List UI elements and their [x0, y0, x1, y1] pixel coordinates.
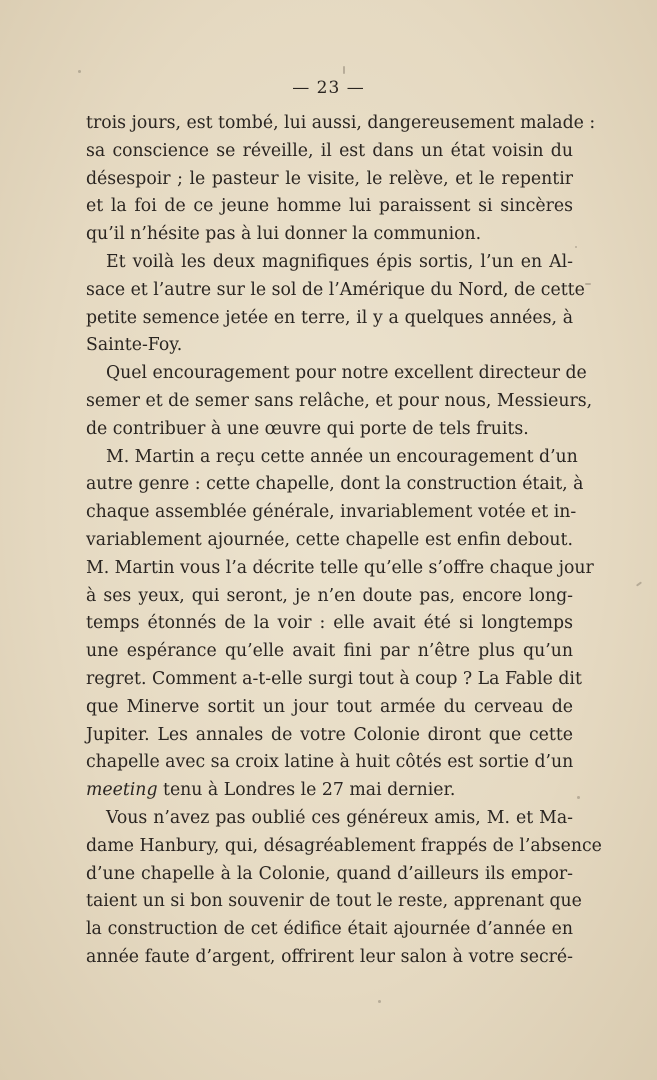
text-line: Sainte-Foy. [86, 335, 183, 356]
text-line: petite semence jetée en terre, il y a quelques années, à [86, 307, 573, 328]
text-line: à ses yeux, qui seront, je n’en doute pas, encore long- [86, 585, 573, 606]
text-line: meeting tenu à Londres le 27 mai dernier. [86, 780, 456, 801]
text-line: autre genre : cette chapelle, dont la construction était, à [86, 474, 584, 495]
text-line: d’une chapelle à la Colonie, quand d’ailleurs ils empor- [86, 863, 573, 884]
text-line: de contribuer à une œuvre qui porte de tels fruits. [86, 418, 529, 439]
text-line: qu’il n’hésite pas à lui donner la communion. [86, 224, 482, 245]
italic-word: meeting [86, 780, 158, 801]
text-line: Et voilà les deux magnifiques épis sortis, l’un en Al- [106, 251, 573, 272]
text-line: temps étonnés de la voir : elle avait été si longtemps [86, 613, 573, 634]
text-line: sace et l’autre sur le sol de l’Amérique du Nord, de cette [86, 279, 585, 300]
text-line: M. Martin vous l’a décrite telle qu’elle s’offre chaque jour [86, 557, 594, 578]
paper-mark [78, 70, 81, 73]
text-line: semer et de semer sans relâche, et pour nous, Messieurs, [86, 390, 593, 411]
text-line: variablement ajournée, cette chapelle est enfin debout. [86, 529, 573, 550]
text-line: chapelle avec sa croix latine à huit côtés est sortie d’un [86, 752, 574, 773]
text-line: désespoir ; le pasteur le visite, le relève, et le repentir [86, 168, 573, 189]
text-line: sa conscience se réveille, il est dans un état voisin du [86, 140, 573, 161]
text-line: que Minerve sortit un jour tout armée du cerveau de [86, 696, 573, 717]
paper-mark [575, 246, 577, 248]
text-line: dame Hanbury, qui, désagréablement frappés de l’absence [86, 835, 602, 856]
text-line: taient un si bon souvenir de tout le reste, apprenant que [86, 891, 582, 912]
page-number: — 23 — [292, 78, 365, 98]
paper-mark [343, 66, 345, 74]
paper-mark [378, 1000, 381, 1003]
paper-mark [636, 581, 642, 586]
text-line: Quel encouragement pour notre excellent directeur de [106, 363, 587, 384]
paper-mark [577, 796, 580, 799]
paper-mark [585, 283, 591, 285]
text-line: regret. Comment a-t-elle surgi tout à coup ? La Fable dit [86, 668, 582, 689]
text-line: M. Martin a reçu cette année un encouragement d’un [106, 446, 578, 467]
text-line: une espérance qu’elle avait fini par n’être plus qu’un [86, 641, 573, 662]
text-line: et la foi de ce jeune homme lui paraissent si sincères [86, 196, 573, 217]
text-line: Vous n’avez pas oublié ces généreux amis, M. et Ma- [106, 807, 573, 828]
text-line: année faute d’argent, offrirent leur salon à votre secré- [86, 946, 573, 967]
text-line: trois jours, est tombé, lui aussi, dangereusement malade : [86, 113, 596, 133]
text-line: chaque assemblée générale, invariablement votée et in- [86, 502, 577, 523]
text-line: Jupiter. Les annales de votre Colonie diront que cette [86, 724, 573, 745]
text-line: la construction de cet édifice était ajournée d’année en [86, 919, 573, 940]
body-text [86, 110, 602, 972]
